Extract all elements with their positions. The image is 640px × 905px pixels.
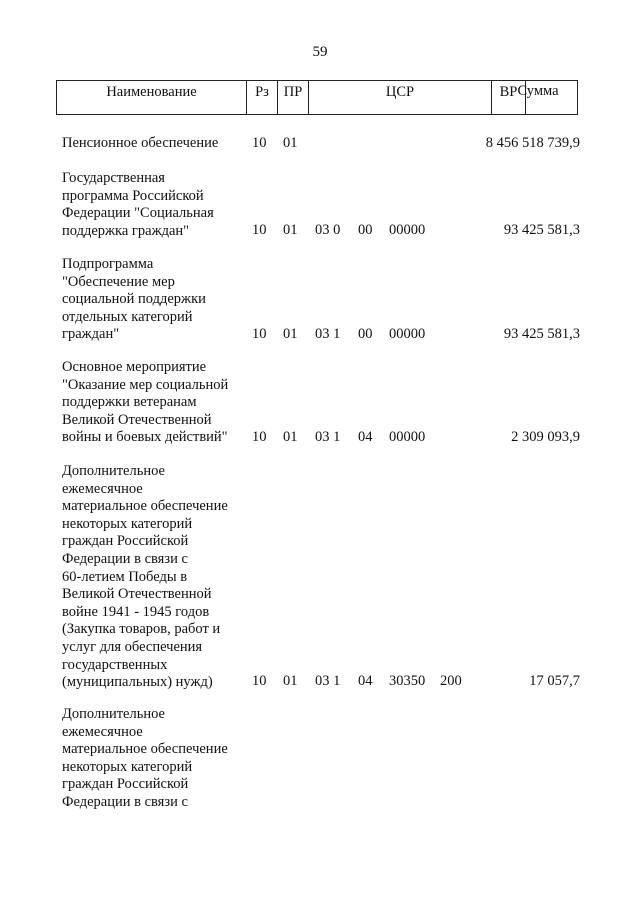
row-name: Государственная программа Российской Федерации "Социальная поддержка граждан" [62,170,214,239]
row-csr-program: 03 0 [315,222,341,238]
header-csr: ЦСР [309,81,492,114]
header-name: Наименование [57,81,247,114]
row-pr: 01 [283,673,298,689]
row-name: Основное мероприятие "Оказание мер социальной поддержки ветеранам Великой Отечественной войны и боевых действий" [62,359,229,446]
row-pr: 01 [283,135,298,151]
row-sum: 8 456 518 739,9 [485,135,580,151]
row-csr-event: 04 [358,429,373,445]
row-name: Подпрограмма "Обеспечение мер социальной поддержки отдельных категорий граждан" [62,256,206,343]
header-pr: ПР [278,81,309,114]
header-vr: ВР [492,81,526,114]
row-rz: 10 [252,326,267,342]
row-csr-program: 03 1 [315,673,341,689]
row-csr-program: 03 1 [315,326,341,342]
row-vr: 200 [440,673,462,689]
row-pr: 01 [283,222,298,238]
header-sum: Сумма [517,83,559,99]
header-rz: Рз [247,81,278,114]
page-number: 59 [312,44,328,60]
row-rz: 10 [252,135,267,151]
row-sum: 93 425 581,3 [503,222,580,238]
row-csr-program: 03 1 [315,429,341,445]
row-csr-direction: 00000 [389,326,426,342]
row-csr-direction: 30350 [389,673,426,689]
row-rz: 10 [252,222,267,238]
row-pr: 01 [283,429,298,445]
row-csr-event: 00 [358,326,373,342]
row-name: Дополнительное ежемесячное материальное обеспечение некоторых категорий граждан Российской Федерации в связи с [62,706,228,810]
row-csr-event: 04 [358,673,373,689]
row-csr-direction: 00000 [389,429,426,445]
row-pr: 01 [283,326,298,342]
row-name: Дополнительное ежемесячное материальное обеспечение некоторых категорий граждан Российской Федерации в связи с 60-летием Победы в Великой Отечественной войне 1941 - 1945 годов (Закупка товаров, работ и услуг для обеспечения государственных (муниципальных) нужд) [62,463,228,691]
row-sum: 17 057,7 [529,673,580,689]
row-csr-event: 00 [358,222,373,238]
row-rz: 10 [252,673,267,689]
row-sum: 93 425 581,3 [503,326,580,342]
row-name: Пенсионное обеспечение [62,135,219,151]
row-rz: 10 [252,429,267,445]
row-csr-direction: 00000 [389,222,426,238]
row-sum: 2 309 093,9 [511,429,580,445]
